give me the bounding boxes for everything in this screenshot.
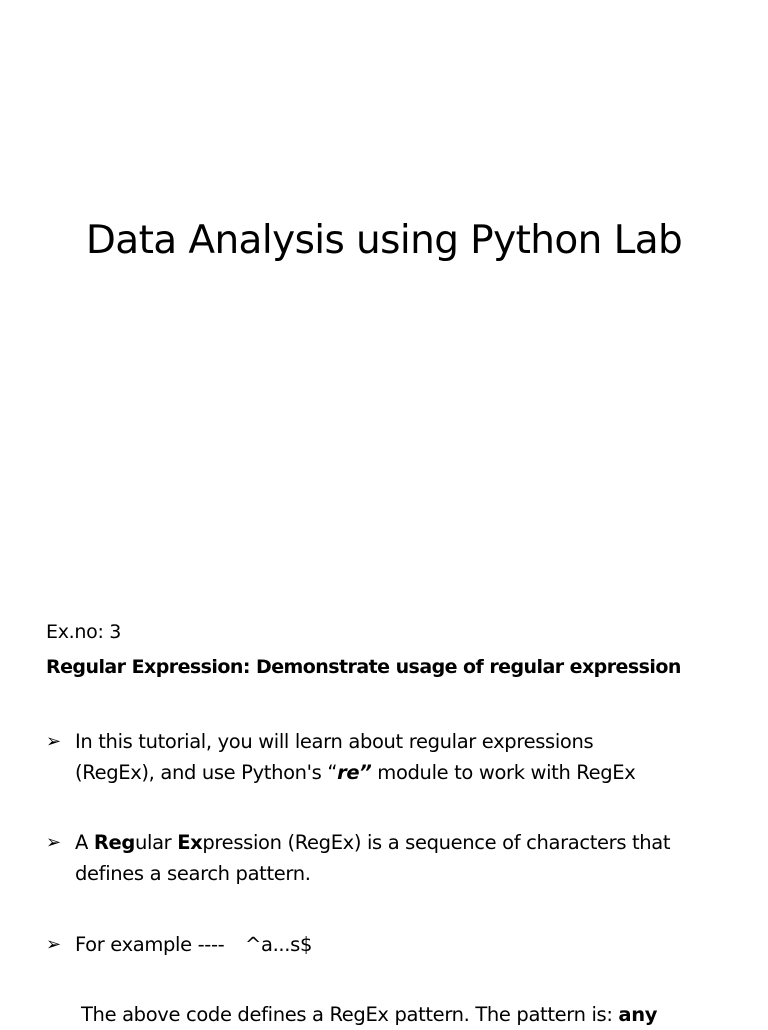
text-run: pression (RegEx) is a sequence of characters that <box>202 831 671 854</box>
text-run: The above code defines a RegEx pattern. The pattern is: <box>81 1003 619 1026</box>
paragraph <box>81 999 657 1030</box>
module-name: re” <box>337 761 372 784</box>
text-run: A <box>75 831 94 854</box>
arrowhead-bullet-icon: ➢ <box>46 832 61 853</box>
bullet-text <box>75 827 670 889</box>
arrowhead-bullet-icon: ➢ <box>46 731 61 752</box>
exercise-number: Ex.no: 3 <box>46 621 122 643</box>
bullet-line <box>75 827 670 858</box>
bullet-text <box>75 726 635 788</box>
page-title: Data Analysis using Python Lab <box>85 218 683 263</box>
bullet-line: defines a search pattern. <box>75 862 311 885</box>
text-run-bold: any <box>618 1003 658 1026</box>
text-run-bold: Reg <box>93 831 135 854</box>
arrowhead-bullet-icon: ➢ <box>46 934 61 955</box>
exercise-heading: Regular Expression: Demonstrate usage of regular expression <box>46 656 681 678</box>
text-run: (RegEx), and use Python's “ <box>75 761 338 784</box>
text-run: ular <box>135 831 178 854</box>
text-run: module to work with RegEx <box>371 761 636 784</box>
text-run-bold: Ex <box>177 831 203 854</box>
bullet-line: In this tutorial, you will learn about regular expressions <box>75 730 594 753</box>
bullet-line <box>75 757 635 788</box>
regex-pattern: ^a...s$ <box>245 933 312 956</box>
bullet-label: For example ---- <box>75 933 225 956</box>
